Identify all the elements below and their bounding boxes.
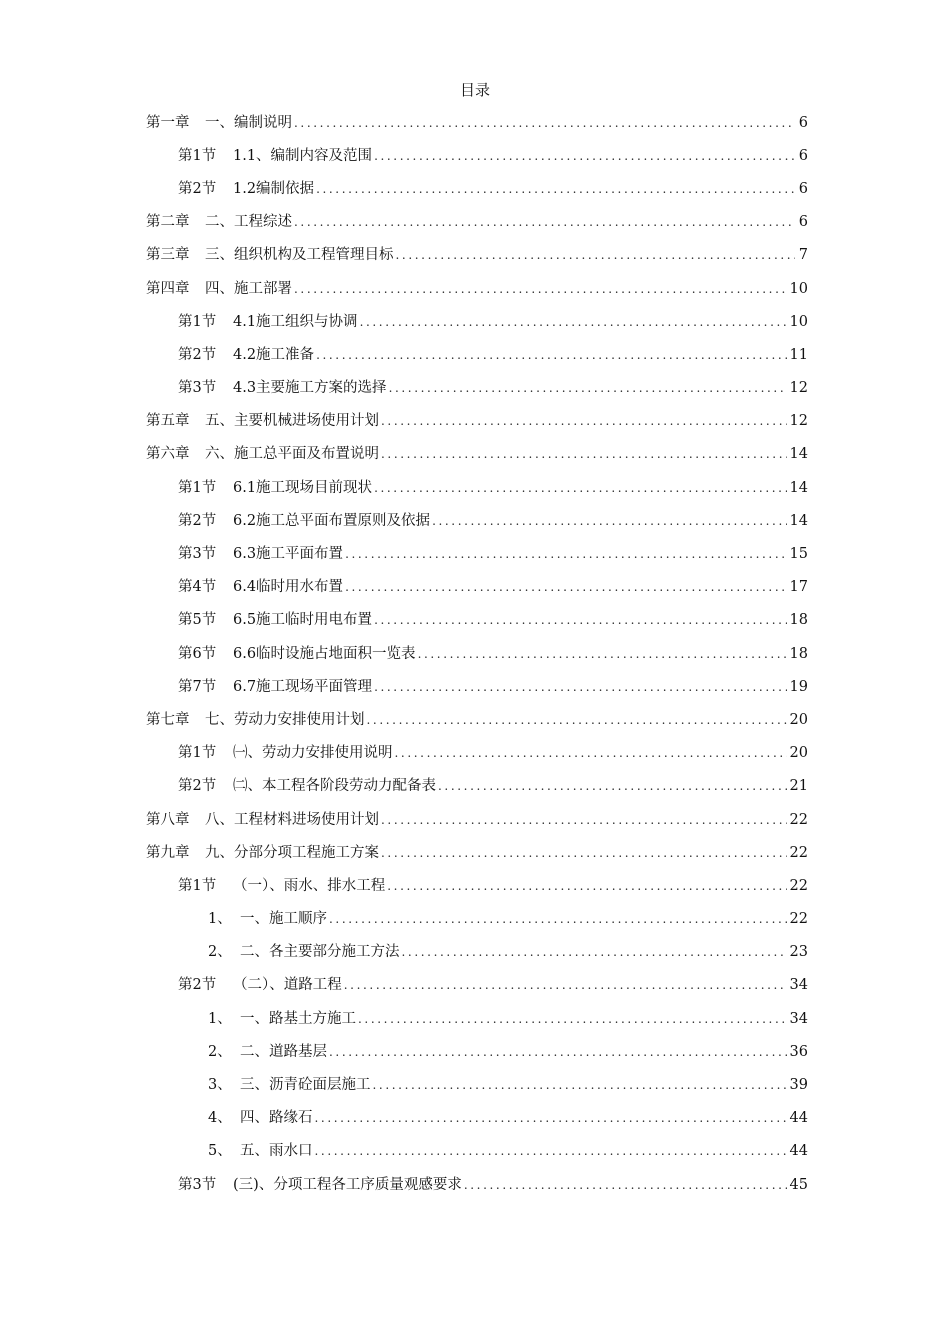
- toc-page-number: 44: [789, 1110, 808, 1127]
- toc-page-number: 10: [789, 313, 808, 330]
- toc-entry[interactable]: [146, 372, 808, 405]
- toc-entry-label: [178, 345, 314, 365]
- toc-page-number: 6: [798, 214, 808, 231]
- toc-page-number: 19: [789, 678, 808, 695]
- toc-entry-prefix: 第五章: [146, 413, 190, 430]
- toc-entry-prefix: 第六章: [146, 446, 190, 463]
- toc-entry-text: 五、主要机械进场使用计划: [205, 413, 379, 430]
- toc-entry-label: [146, 843, 379, 863]
- toc-leader-dots: [367, 710, 787, 730]
- toc-entry-label: [178, 644, 416, 664]
- toc-entry[interactable]: [146, 869, 808, 902]
- toc-entry-prefix: 第1节: [178, 147, 217, 164]
- toc-entry-prefix: 4、: [208, 1110, 232, 1127]
- toc-leader-dots: [418, 644, 787, 664]
- toc-page-number: 23: [789, 944, 808, 961]
- toc-title: 目录: [459, 81, 490, 99]
- toc-entry-text: 九、分部分项工程施工方案: [205, 844, 379, 861]
- toc-entry[interactable]: [146, 471, 808, 504]
- toc-entry-prefix: 1、: [208, 911, 232, 928]
- toc-entry-text: 一、编制说明: [205, 114, 292, 131]
- toc-leader-dots: [374, 677, 786, 697]
- toc-entry-label: [178, 179, 314, 199]
- toc-entry-text: 六、施工总平面及布置说明: [205, 446, 379, 463]
- toc-entry-text: 五、雨水口: [240, 1143, 313, 1160]
- toc-entry-label: [178, 677, 372, 697]
- toc-entry-label: [178, 776, 436, 796]
- toc-page-number: 22: [789, 844, 808, 861]
- toc-entry-prefix: 5、: [208, 1143, 232, 1160]
- toc-leader-dots: [387, 876, 786, 896]
- toc-entry[interactable]: [146, 504, 808, 537]
- toc-entry-prefix: 第2节: [178, 778, 217, 795]
- toc-entry-text: 四、施工部署: [205, 280, 292, 297]
- toc-entry-text: 八、工程材料进场使用计划: [205, 811, 379, 828]
- toc-leader-dots: [358, 1009, 787, 1029]
- toc-entry-label: [178, 577, 343, 597]
- toc-entry-label: [178, 544, 343, 564]
- toc-entry-label: [146, 212, 292, 232]
- toc-entry-prefix: 第九章: [146, 844, 190, 861]
- toc-leader-dots: [374, 610, 786, 630]
- toc-entry-prefix: 3、: [208, 1077, 232, 1094]
- toc-page-number: 7: [798, 247, 808, 264]
- toc-entry-prefix: 第2节: [178, 346, 217, 363]
- toc-page-number: 22: [789, 877, 808, 894]
- toc-page-number: 39: [789, 1077, 808, 1094]
- toc-page-number: 6: [798, 114, 808, 131]
- toc-entry-label: [208, 1009, 356, 1029]
- toc-entry-label: [178, 610, 372, 630]
- toc-page-number: 12: [789, 413, 808, 430]
- toc-entry[interactable]: [146, 239, 808, 272]
- toc-entry-text: 4.2施工准备: [233, 346, 315, 363]
- toc-entry-label: [178, 876, 385, 896]
- toc-page-number: 21: [789, 778, 808, 795]
- toc-leader-dots: [374, 478, 786, 498]
- toc-entry-prefix: 第4节: [178, 579, 217, 596]
- toc-list: [146, 106, 808, 1201]
- toc-leader-dots: [432, 511, 786, 531]
- toc-entry-prefix: 1、: [208, 1010, 232, 1027]
- toc-entry-text: ㈡、本工程各阶段劳动力配备表: [233, 778, 436, 795]
- toc-leader-dots: [294, 279, 787, 299]
- toc-entry[interactable]: [146, 737, 808, 770]
- toc-entry-prefix: 第七章: [146, 711, 190, 728]
- toc-entry-text: 6.6临时设施占地面积一览表: [233, 645, 416, 662]
- toc-entry[interactable]: [146, 604, 808, 637]
- toc-entry-label: [178, 146, 372, 166]
- toc-entry-prefix: 第6节: [178, 645, 217, 662]
- toc-entry-label: [146, 444, 379, 464]
- toc-entry[interactable]: [146, 670, 808, 703]
- toc-entry-text: ㈠、劳动力安排使用说明: [233, 745, 393, 762]
- toc-entry-prefix: 第1节: [178, 877, 217, 894]
- toc-entry[interactable]: [146, 1002, 808, 1035]
- toc-page-number: 22: [789, 811, 808, 828]
- toc-leader-dots: [316, 179, 795, 199]
- toc-page-number: 20: [789, 711, 808, 728]
- toc-entry[interactable]: [146, 903, 808, 936]
- toc-entry-prefix: 第二章: [146, 214, 190, 231]
- toc-entry[interactable]: [146, 305, 808, 338]
- toc-entry[interactable]: [146, 272, 808, 305]
- toc-entry-prefix: 第三章: [146, 247, 190, 264]
- toc-entry-label: [178, 975, 342, 995]
- toc-entry-label: [146, 810, 379, 830]
- toc-entry-text: 七、劳动力安排使用计划: [205, 711, 365, 728]
- toc-leader-dots: [438, 776, 787, 796]
- toc-page-number: 17: [789, 579, 808, 596]
- toc-page-number: 36: [789, 1043, 808, 1060]
- toc-entry-label: [146, 113, 292, 133]
- toc-entry-label: [208, 942, 400, 962]
- toc-page-number: 44: [789, 1143, 808, 1160]
- toc-entry-prefix: 2、: [208, 1043, 232, 1060]
- toc-entry-prefix: 第1节: [178, 745, 217, 762]
- toc-page-number: 15: [789, 546, 808, 563]
- toc-leader-dots: [345, 544, 786, 564]
- toc-entry-text: 二、工程综述: [205, 214, 292, 231]
- toc-entry-prefix: 第八章: [146, 811, 190, 828]
- toc-entry-label: [178, 511, 430, 531]
- toc-entry-prefix: 第2节: [178, 180, 217, 197]
- toc-entry-text: 1.1、编制内容及范围: [233, 147, 373, 164]
- toc-entry-text: 一、施工顺序: [240, 911, 327, 928]
- toc-entry-text: 6.1施工现场目前现状: [233, 479, 373, 496]
- toc-entry-text: （二）、道路工程: [233, 977, 342, 994]
- toc-entry[interactable]: [146, 770, 808, 803]
- toc-entry-label: [178, 1175, 462, 1195]
- toc-entry-prefix: 2、: [208, 944, 232, 961]
- toc-entry[interactable]: [146, 106, 808, 139]
- toc-entry[interactable]: [146, 1168, 808, 1201]
- toc-entry-prefix: 第3节: [178, 380, 217, 397]
- toc-entry-text: 三、组织机构及工程管理目标: [205, 247, 394, 264]
- toc-entry-label: [208, 909, 327, 929]
- toc-leader-dots: [396, 245, 796, 265]
- toc-entry-text: 6.3施工平面布置: [233, 546, 344, 563]
- toc-entry[interactable]: [146, 1135, 808, 1168]
- toc-entry-text: 四、路缘石: [240, 1110, 313, 1127]
- toc-entry-prefix: 第2节: [178, 977, 217, 994]
- toc-page-number: 11: [789, 346, 808, 363]
- toc-entry[interactable]: [146, 836, 808, 869]
- toc-entry[interactable]: [146, 803, 808, 836]
- toc-entry-prefix: 第7节: [178, 678, 217, 695]
- toc-entry[interactable]: [146, 1035, 808, 1068]
- toc-entry[interactable]: [146, 936, 808, 969]
- toc-page-number: 12: [789, 380, 808, 397]
- toc-page-number: 14: [789, 512, 808, 529]
- toc-entry-text: 6.5施工临时用电布置: [233, 612, 373, 629]
- toc-entry-label: [208, 1141, 313, 1161]
- toc-page-number: 14: [789, 479, 808, 496]
- toc-page-number: 10: [789, 280, 808, 297]
- toc-entry[interactable]: [146, 438, 808, 471]
- toc-entry[interactable]: [146, 405, 808, 438]
- toc-page-number: 14: [789, 446, 808, 463]
- toc-entry-label: [146, 411, 379, 431]
- toc-entry-prefix: 第四章: [146, 280, 190, 297]
- toc-leader-dots: [345, 577, 786, 597]
- toc-page-number: 45: [789, 1176, 808, 1193]
- toc-entry-label: [208, 1075, 371, 1095]
- toc-leader-dots: [316, 345, 786, 365]
- toc-entry-label: [146, 279, 292, 299]
- toc-entry-prefix: 第2节: [178, 512, 217, 529]
- toc-leader-dots: [381, 843, 787, 863]
- toc-entry[interactable]: [146, 206, 808, 239]
- toc-leader-dots: [294, 212, 795, 232]
- toc-entry[interactable]: [146, 338, 808, 371]
- toc-entry-text: 二、道路基层: [240, 1043, 327, 1060]
- toc-entry-prefix: 第3节: [178, 1176, 217, 1193]
- toc-page-number: 6: [798, 180, 808, 197]
- toc-entry[interactable]: [146, 172, 808, 205]
- toc-leader-dots: [360, 312, 787, 332]
- toc-leader-dots: [402, 942, 787, 962]
- toc-page-number: 18: [789, 645, 808, 662]
- toc-leader-dots: [315, 1108, 787, 1128]
- toc-leader-dots: [329, 909, 787, 929]
- toc-entry-label: [178, 378, 387, 398]
- toc-entry[interactable]: [146, 1068, 808, 1101]
- toc-entry-prefix: 第5节: [178, 612, 217, 629]
- toc-entry-prefix: 第1节: [178, 313, 217, 330]
- toc-entry-label: [208, 1108, 313, 1128]
- toc-entry-label: [178, 478, 372, 498]
- toc-leader-dots: [315, 1141, 787, 1161]
- toc-leader-dots: [374, 146, 795, 166]
- toc-leader-dots: [381, 411, 787, 431]
- toc-page-number: 34: [789, 1010, 808, 1027]
- toc-leader-dots: [389, 378, 787, 398]
- toc-entry-label: [146, 245, 394, 265]
- toc-entry-prefix: 第一章: [146, 114, 190, 131]
- toc-entry-text: (三)、分项工程各工序质量观感要求: [233, 1176, 462, 1193]
- toc-entry[interactable]: [146, 703, 808, 736]
- toc-leader-dots: [329, 1042, 787, 1062]
- toc-entry[interactable]: [146, 1102, 808, 1135]
- toc-page-number: 18: [789, 612, 808, 629]
- toc-page-number: 6: [798, 147, 808, 164]
- toc-entry-label: [178, 312, 358, 332]
- toc-entry-text: （一）、雨水、排水工程: [233, 877, 386, 894]
- toc-entry-text: 二、各主要部分施工方法: [240, 944, 400, 961]
- toc-entry[interactable]: [146, 537, 808, 570]
- toc-entry[interactable]: [146, 139, 808, 172]
- toc-entry-text: 6.7施工现场平面管理: [233, 678, 373, 695]
- toc-leader-dots: [464, 1175, 787, 1195]
- toc-entry-label: [146, 710, 365, 730]
- toc-entry-text: 6.2施工总平面布置原则及依据: [233, 512, 431, 529]
- toc-entry-text: 1.2编制依据: [233, 180, 315, 197]
- toc-entry-label: [208, 1042, 327, 1062]
- toc-entry-text: 6.4临时用水布置: [233, 579, 344, 596]
- toc-page-number: 34: [789, 977, 808, 994]
- toc-entry-prefix: 第1节: [178, 479, 217, 496]
- toc-entry[interactable]: [146, 637, 808, 670]
- toc-entry-text: 4.1施工组织与协调: [233, 313, 358, 330]
- toc-leader-dots: [373, 1075, 787, 1095]
- toc-page-number: 20: [789, 745, 808, 762]
- toc-leader-dots: [294, 113, 795, 133]
- toc-entry[interactable]: [146, 969, 808, 1002]
- toc-page-number: 22: [789, 911, 808, 928]
- toc-entry[interactable]: [146, 571, 808, 604]
- toc-leader-dots: [344, 975, 787, 995]
- toc-entry-text: 一、路基土方施工: [240, 1010, 356, 1027]
- toc-entry-text: 4.3主要施工方案的选择: [233, 380, 387, 397]
- toc-entry-label: [178, 743, 393, 763]
- toc-leader-dots: [381, 444, 787, 464]
- toc-leader-dots: [395, 743, 787, 763]
- toc-entry-prefix: 第3节: [178, 546, 217, 563]
- toc-leader-dots: [381, 810, 787, 830]
- toc-entry-text: 三、沥青砼面层施工: [240, 1077, 371, 1094]
